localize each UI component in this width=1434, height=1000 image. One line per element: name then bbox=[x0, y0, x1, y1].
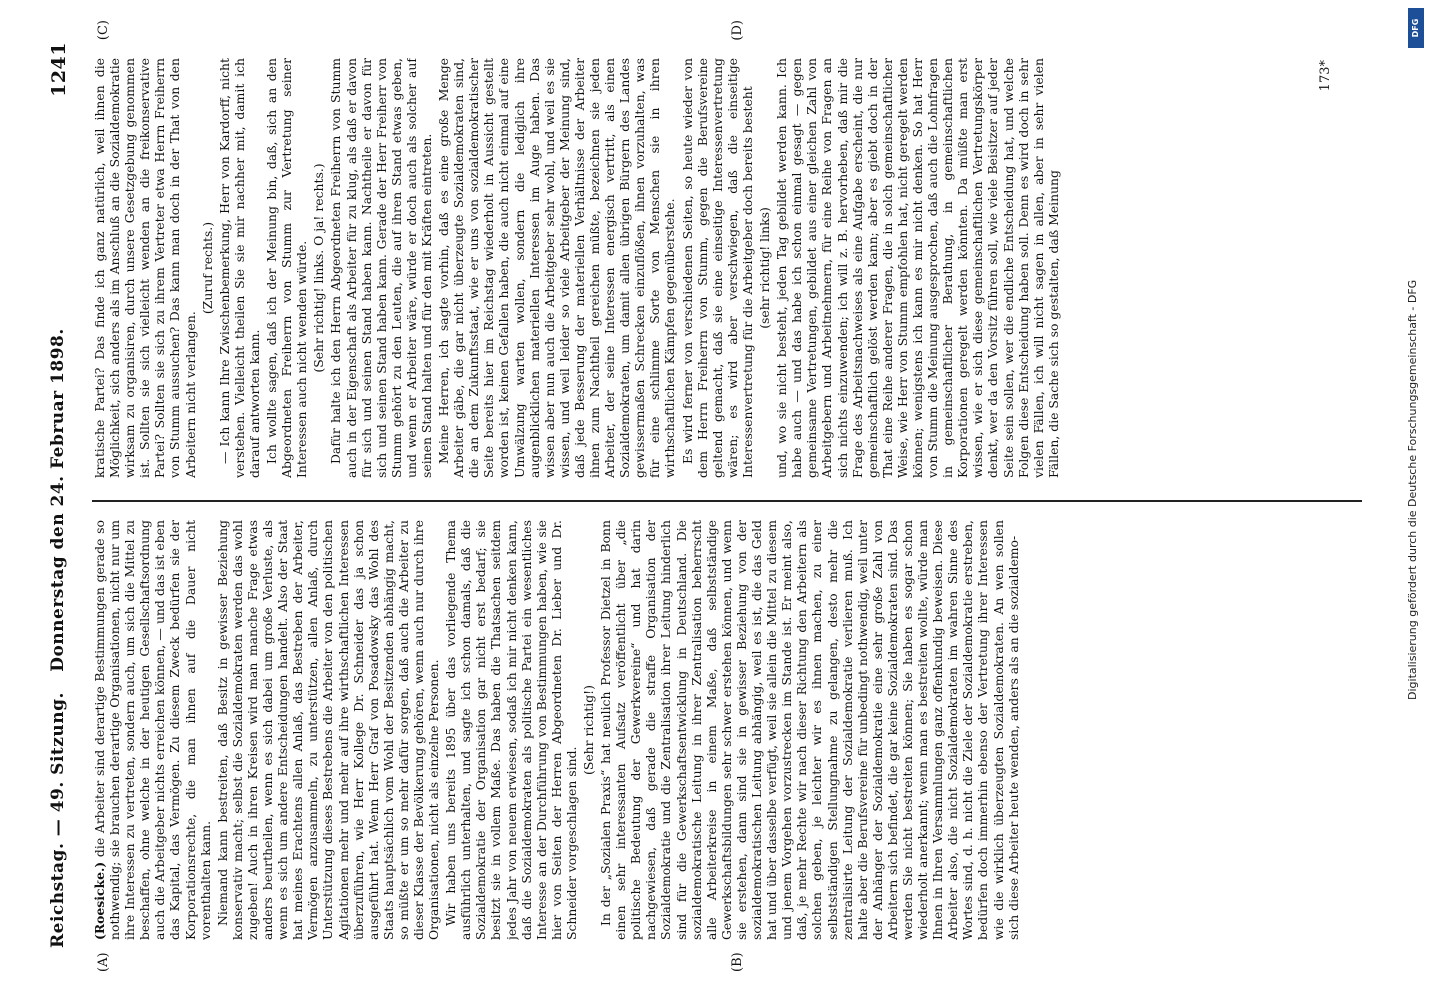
right-column bbox=[92, 58, 1372, 478]
paragraph: Ich wollte sagen, daß ich der Meinung bin, daß, sich an den Abgeordneten Freiherrn von Stumm zur Vertretung seiner Interessen auch nicht wenden würde. bbox=[264, 58, 310, 478]
speaker-name: (Roesicke.) bbox=[92, 861, 107, 940]
dfg-logo: DFG bbox=[1408, 8, 1424, 48]
paragraph: Niemand kann bestreiten, daß Besitz in gewisser Beziehung konservativ macht; selbst die Sozialdemokraten werden das wohl zugeben! Auch in ihren Kreisen wird man manche Frage etwas anders beurtheilen, wenn es sich dabei um große Verluste, als wenn es sich um andere Entscheidungen handelt. Also der Staat hat meines Erachtens allen Anlaß, das Bestreben der Arbeiter, Vermögen anzusammeln, zu unterstützen, allen Anlaß, durch Unterstützung dieses Bestrebens die Arbeiter von den politischen Agitationen mehr und mehr auf ihre wirthschaftlichen Interessen überzuführen, wie Herr Kollege Dr. Schneider das ja schon ausgeführt hat. Wenn Herr Graf von Posadowsky das Wohl des Staats hauptsächlich vom Wohl der Besitzenden abhängig macht, so müßte er um so mehr dafür sorgen, daß auch die Arbeiter zu dieser Klasse der Bevölkerung gehören, wenn auch nur durch ihre Organisationen, nicht als einzelne Personen. bbox=[214, 520, 442, 940]
header-title: Donnerstag den 24. Februar 1898. bbox=[48, 328, 68, 672]
interjection: (Zuruf rechts.) bbox=[199, 221, 215, 315]
interjection: (Sehr richtig! links. O ja! rechts.) bbox=[311, 163, 327, 373]
paragraph: die Arbeiter sind derartige Bestimmungen gerade so nothwendig; sie brauchen derartige Organisationen, nicht nur um ihre Interessen zu vertreten, sondern auch, um sich die Mittel zu beschaffen, ohne welche in der heutigen Gesellschaftsordnung auch die Arbeitgeber nichts erreichen können, — und das ist eben das Kapital, das Vermögen. Zu diesem Zweck bedürfen sie der Korporationsrechte, die man ihnen auf die Dauer nicht vorenthalten kann. bbox=[92, 520, 213, 940]
margin-marker-b: (B) bbox=[730, 952, 745, 972]
paragraph: Dafür halte ich den Herrn Abgeordneten Freiherrn von Stumm auch in der Eigenschaft als Arbeiter für zu klug, als daß er davon für sich und seinen Stand haben kann. Nachtheile er davon für sich und seinen Stand haben kann. Gerade der Herr Freiherr von Stumm gehört zu den Leuten, die auf ihren Stand etwas geben, und wenn er Arbeiter wäre, würde er doch auch als solcher auf seinen Stand halten und für den mit Kräften eintreten. bbox=[328, 58, 434, 478]
header-left: Reichstag. — 49. Sitzung. bbox=[48, 692, 68, 948]
left-column bbox=[92, 520, 1372, 940]
interjection: (sehr richtig! links) bbox=[757, 207, 773, 329]
margin-marker-a: (A) bbox=[96, 952, 111, 972]
paragraph: und, wo sie nicht besteht, jeden Tag gebildet werden kann. Ich habe auch — und das habe ich schon einmal gesagt — gegen gemeinsame Vertretungen, gebildet aus einer gleichen Zahl von Arbeitgebern und Arbeitnehmern, für eine Reihe von Fragen an sich nichts einzuwenden; ich will z. B. hervorheben, daß mir die Frage des Arbeitsnachweises als eine Aufgabe erscheint, die nur gemeinschaftlich gelöst werden kann; aber es giebt doch in der That eine Reihe anderer Fragen, die in solch gemeinschaftlicher Weise, wie Herr von Stumm empfohlen hat, nicht geregelt werden können; wenigstens ich kann es mir nicht denken. So hat Herr von Stumm die Meinung ausgesprochen, daß auch die Lohnfragen in gemeinschaftlicher Berathung, in gemeinschaftlichen Korporationen geregelt werden könnten. Da müßte man erst wissen, wie er sich diese gemeinschaftlichen Vertretungskörper denkt, wer da den Vorsitz führen soll, wie viele Beisitzer auf jeder Seite sein sollen, wer die endliche Entscheidung hat, und welche Folgen diese Entscheidung haben soll. Denn es wird doch in sehr vielen Fällen, ich will nicht sagen in allen, aber in sehr vielen Fällen, die Sache sich so gestalten, daß Meinung bbox=[774, 58, 1061, 478]
column-divider bbox=[92, 500, 1362, 502]
paragraph: kratische Partei? Das finde ich ganz natürlich, weil ihnen die Möglichkeit, sich anders als im Anschluß an die Sozialdemokratie wirksam zu organisiren, durch unsere Gesetzgebung genommen ist. Sollten sie sich vielleicht wenden an die freikonservative Partei? Sollten sie sich zu ihrem Vertreter etwa Herrn Freiherrn von Stumm aussuchen? Das kann man doch in der That von den Arbeitern nicht verlangen. bbox=[92, 58, 198, 478]
paragraph: — Ich kann Ihre Zwischenbemerkung, Herr von Kardorff, nicht verstehen. Vielleicht theilen Sie sie mir nachher mit, damit ich darauf antworten kann. bbox=[216, 58, 262, 478]
digitization-credit bbox=[1398, 10, 1428, 700]
paragraph: Meine Herren, ich sagte vorhin, daß es eine große Menge Arbeiter gäbe, die gar nicht überzeugte Sozialdemokraten sind, die an dem Zukunftsstaat, wie er uns von sozialdemokratischer Seite bereits hier im Reichstag wiederholt in Aussicht gestellt worden ist, keinen Gefallen haben, die auch nicht einmal auf eine Umwälzung warten wollen, sondern die lediglich ihre augenblicklichen materiellen Interessen im Auge haben. Das wissen aber nun auch die Arbeitgeber sehr wohl, und weil es sie wissen, und weil leider so viele Arbeitgeber der Meinung sind, daß jede Besserung der materiellen Verhältnisse der Arbeiter ihnen zum Nachtheil gereichen müßte, bezeichnen sie jeden Arbeiter, der seine Interessen energisch vertritt, als einen Sozialdemokraten, um damit allen übrigen Bürgern des Landes gewissermaßen Schrecken einzuflößen, ihnen vorzuhalten, was für eine schlimme Sorte von Menschen sie in ihren wirthschaftlichen Kämpfen gegenüberstehe. bbox=[436, 58, 678, 478]
credit-text: Digitalisierung gefördert durch die Deutsche Forschungsgemeinschaft - DFG bbox=[1406, 279, 1419, 700]
margin-marker-d: (D) bbox=[730, 20, 745, 41]
margin-marker-c: (C) bbox=[96, 20, 111, 41]
paragraph: In der „Sozialen Praxis“ hat neulich Professor Dietzel in Bonn einen sehr interessanten Aufsatz veröffentlicht über „die politische Bedeutung der Gewerkvereine“ und hat darin nachgewiesen, daß gerade die straffe Organisation der Sozialdemokratie und die Zentralisation ihrer Leitung hinderlich sind für die Gewerkschaftsentwicklung in Deutschland. Die sozialdemokratische Leitung in ihrer Zentralisation beherrscht alle Arbeiterkreise in einem Maße, daß selbstständige Gewerkschaftsbildungen sehr schwer erstehen können, und wenn sie erstehen, dann sind sie in gewisser Beziehung von der sozialdemokratischen Leitung abhängig, weil es ist, die das Geld hat und über dasselbe verfügt, weil sie allein die Mittel zu diesem und jenem Vorgehen vorzustrecken im Stande ist. Er meint also, daß, je mehr Rechte wir nach dieser Richtung den Arbeitern als solchen geben, je leichter wir es ihnen machen, zu einer selbstständigen Stellungnahme zu gelangen, desto mehr die zentralisirte Leitung der Sozialdemokratie verlieren muß. Ich halte aber die Berufsvereine für unbedingt nothwendig, weil unter der Anhänger der Sozialdemokratie eine sehr große Zahl von Arbeitern sich befindet, die gar keine Sozialdemokraten sind. Das werden Sie nicht bestreiten können; Sie haben es sogar schon wiederholt anerkannt; wenn man es bestreiten wollte, würde man Ihnen in Ihren Versammlungen ganz offenkundig beweisen. Diese Arbeiter also, die nicht Sozialdemokraten im wahren Sinne des Wortes sind, d. h. nicht die Ziele der Sozialdemokratie erstreben, bedürfen doch immerhin ebenso der Vertretung ihrer Interessen wie die wirklich überzeugten Sozialdemokraten. An wen sollen sich diese Arbeiter heute wenden, anders als an die sozialdemo- bbox=[598, 520, 1021, 940]
page-number: 1241 bbox=[48, 42, 70, 97]
signature-mark: 173* bbox=[1318, 60, 1333, 92]
paragraph: Wir haben uns bereits 1895 über das vorliegende Thema ausführlich unterhalten, und sagte ich schon damals, daß die Sozialdemokratie der Organisation gar nicht erst bedarf; sie besitzt sie in vollem Maße. Das haben die Thatsachen seitdem jedes Jahr von neuem erwiesen, sodaß ich mir nicht denken kann, daß die Sozialdemokraten als politische Partei ein wesentliches Interesse an der Durchführung von Bestimmungen haben, wie sie hier von Seiten der Herren Abgeordneten Dr. Lieber und Dr. Schneider vorgeschlagen sind. bbox=[443, 520, 579, 940]
interjection: (Sehr richtig!) bbox=[581, 685, 596, 775]
paragraph: Es wird ferner von verschiedenen Seiten, so heute wieder von dem Herrn Freiherrn von Stumm, gegen die Berufsvereine geltend gemacht, daß sie eine einseitige Interessenvertretung wären; es wird aber verschwiegen, daß die einseitige Interessenvertretung für die Arbeitgeber doch bereits besteht bbox=[679, 58, 755, 478]
